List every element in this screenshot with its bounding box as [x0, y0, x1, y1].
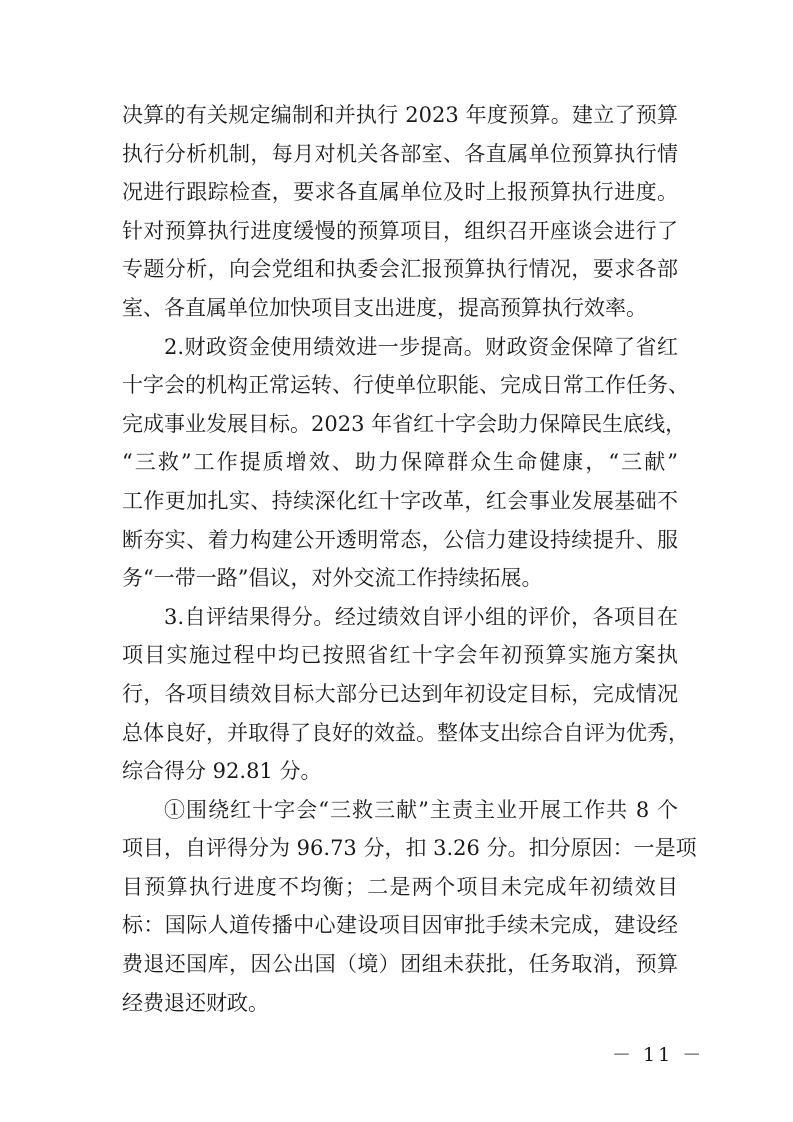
- text-line: 完成事业发展目标。2023 年省红十字会助力保障民生底线，: [122, 411, 687, 436]
- text-line: 项目实施过程中均已按照省红十字会年初预算实施方案执: [122, 643, 678, 668]
- text-line: 综合得分 92.81 分。: [122, 759, 322, 784]
- text-line: 专题分析，向会党组和执委会汇报预算执行情况，要求各部: [122, 257, 678, 282]
- text-line: 总体良好，并取得了良好的效益。整体支出综合自评为优秀，: [122, 720, 689, 745]
- text-line: 项目，自评得分为 96.73 分，扣 3.26 分。扣分原因：一是项: [122, 836, 697, 861]
- text-line: 费退还国库，因公出国（境）团组未获批，任务取消，预算: [122, 952, 678, 977]
- text-line: 务“一带一路”倡议，对外交流工作持续拓展。: [122, 566, 543, 591]
- text-line: 况进行跟踪检查，要求各直属单位及时上报预算执行进度。: [122, 180, 678, 205]
- text-line: 针对预算执行进度缓慢的预算项目，组织召开座谈会进行了: [122, 218, 678, 243]
- text-line: 经费退还财政。: [122, 990, 269, 1015]
- text-line: 工作更加扎实、持续深化红十字改革，红会事业发展基础不: [122, 488, 678, 513]
- document-body: [122, 96, 697, 1022]
- paragraph-heading-line: ①围绕红十字会“三救三献”主责主业开展工作共 8 个: [164, 797, 678, 822]
- text-line: 十字会的机构正常运转、行使单位职能、完成日常工作任务、: [122, 373, 689, 398]
- paragraph-heading-line: 2.财政资金使用绩效进一步提高。财政资金保障了省红: [164, 334, 678, 359]
- text-line: 决算的有关规定编制和并执行 2023 年度预算。建立了预算: [122, 103, 678, 127]
- text-line: 行，各项目绩效目标大部分已达到年初设定目标，完成情况: [122, 681, 678, 706]
- text-line: 执行分析机制，每月对机关各部室、各直属单位预算执行情: [122, 141, 678, 166]
- text-line: 断夯实、着力构建公开透明常态，公信力建设持续提升、服: [122, 527, 678, 552]
- text-line: 目预算执行进度不均衡；二是两个项目未完成年初绩效目: [122, 874, 678, 899]
- text-line: 室、各直属单位加快项目支出进度，提高预算执行效率。: [122, 295, 647, 320]
- text-line: 标：国际人道传播中心建设项目因审批手续未完成，建设经: [122, 913, 678, 938]
- text-line: “三救”工作提质增效、助力保障群众生命健康，“三献”: [122, 450, 678, 475]
- page-number: － 11 －: [612, 1044, 705, 1066]
- paragraph-heading-line: 3.自评结果得分。经过绩效自评小组的评价，各项目在: [164, 604, 678, 629]
